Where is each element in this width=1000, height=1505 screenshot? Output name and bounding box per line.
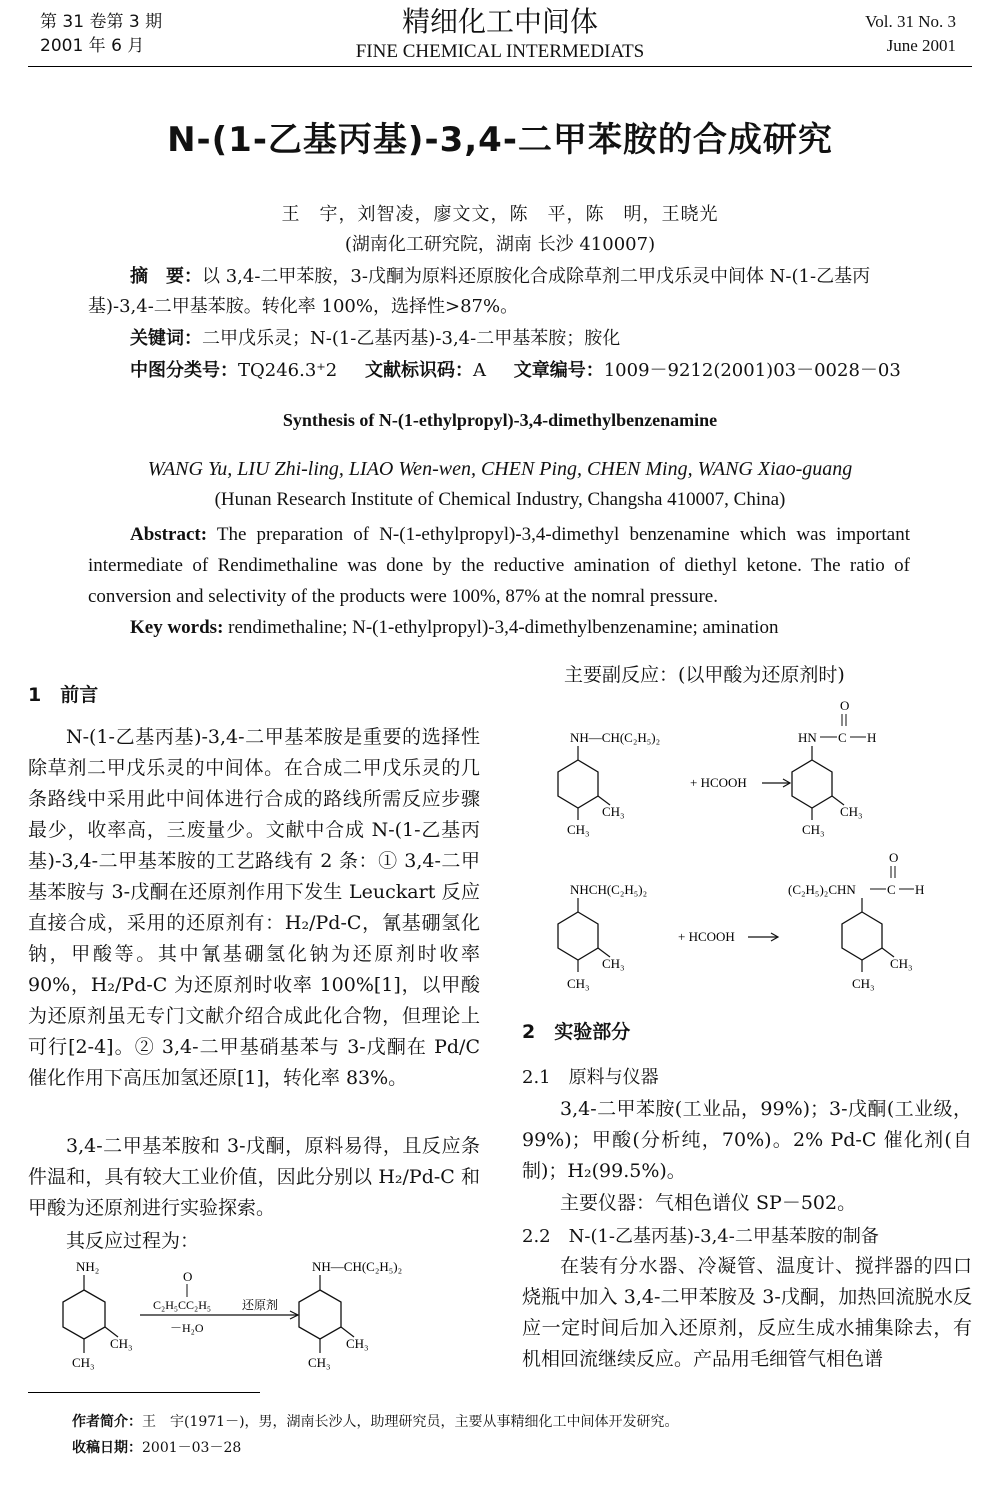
- section-1-paragraph-2: 3,4-二甲基苯胺和 3-戊酮，原料易得，且反应条件温和，具有较大工业价值，因此分别以 H₂/Pd-C 和甲酸为还原剂进行实验探索。: [28, 1135, 480, 1219]
- keywords-en-text: rendimethaline; N-(1-ethylpropyl)-3,4-dimethylbenzenamine; amination: [228, 617, 779, 638]
- class-value: TQ246.3⁺2: [238, 360, 338, 381]
- english-affiliation: (Hunan Research Institute of Chemical Industry, Changsha 410007, China): [214, 489, 786, 510]
- product-nh-label: NH—CH(C₂H₅)₂: [312, 1259, 403, 1274]
- footnote-rule: [28, 1392, 260, 1393]
- author-list: 王 宇，刘智凌，廖文文，陈 平，陈 明，王晓光: [281, 204, 719, 225]
- section-2-1-paragraph-2: 主要仪器：气相色谱仪 SP－502。: [560, 1192, 857, 1214]
- formic-acid-label: + HCOOH: [678, 929, 735, 944]
- methyl-label: CH₃: [890, 956, 913, 971]
- section-2-1-heading: 2.1 原料与仪器: [522, 1067, 659, 1088]
- english-title: Synthesis of N-(1-ethylpropyl)-3,4-dimethylbenzenamine: [282, 410, 718, 430]
- section-2-1-paragraph-1: 3,4-二甲苯胺(工业品，99%)；3-戊酮(工业级，99%)；甲酸(分析纯，70%)。2% Pd-C 催化剂(自制)；H₂(99.5%)。: [522, 1098, 972, 1182]
- methyl-label: CH₃: [602, 956, 625, 971]
- benzene-ring: [792, 760, 832, 808]
- author-note: [72, 1410, 679, 1434]
- formic-acid-label: + HCOOH: [690, 775, 747, 790]
- methyl-label: CH₃: [72, 1355, 95, 1370]
- side-reaction-scheme: [540, 692, 980, 1002]
- section-2-heading: 2 实验部分: [522, 1021, 631, 1043]
- abstract-cn: [88, 262, 910, 322]
- classification-line: [88, 356, 910, 386]
- received-date-text: 2001－03－28: [142, 1440, 242, 1456]
- issue-info-en: [865, 10, 956, 58]
- reactant-nh2-label: NH₂: [76, 1259, 100, 1274]
- class-label: 中图分类号：: [130, 360, 238, 381]
- methyl-label: CH₃: [567, 976, 590, 991]
- benzene-ring: [842, 912, 882, 960]
- diethylmethyl-n-label: (C₂H₅)₂CHN: [788, 882, 856, 897]
- author-note-label: 作者简介：: [72, 1414, 142, 1430]
- section-2-2-paragraph-1: 在装有分水器、冷凝管、温度计、搅拌器的四口烧瓶中加入 3,4-二甲苯胺及 3-戊酮，加热回流脱水反应一定时间后加入还原剂，反应生成水捕集除去，有机相回流继续反应。产品用毛细管气相色谱: [522, 1255, 972, 1370]
- main-reaction-scheme: [40, 1255, 480, 1380]
- carbon-label: C: [887, 882, 896, 897]
- side-reaction-title: 主要副反应：(以甲酸为还原剂时): [564, 664, 845, 686]
- reductant-label: 还原剂: [242, 1298, 279, 1312]
- methyl-label: CH₃: [308, 1355, 331, 1370]
- methyl-label: CH₃: [110, 1336, 133, 1351]
- benzene-ring-product: [299, 1290, 341, 1339]
- keywords-en-label: Key words:: [130, 617, 224, 638]
- received-date: [72, 1436, 241, 1460]
- carbon-label: C: [838, 730, 847, 745]
- doc-code-value: A: [472, 360, 486, 381]
- abstract-en: [88, 519, 910, 612]
- minus-water-label: －H₂O: [170, 1321, 204, 1335]
- english-authors: WANG Yu, LIU Zhi-ling, LIAO Wen-wen, CHEN Ping, CHEN Ming, WANG Xiao-guang: [147, 458, 853, 480]
- paper-title: N-(1-乙基丙基)-3,4-二甲苯胺的合成研究: [167, 120, 833, 160]
- carbonyl-oxygen-label: O: [889, 850, 899, 865]
- keywords-cn: [88, 324, 910, 354]
- hydrogen-label: H: [867, 730, 877, 745]
- date-cn: 2001 年 6 月: [40, 36, 145, 56]
- section-1-paragraph-3: 其反应过程为：: [66, 1230, 200, 1252]
- hydrogen-label: H: [915, 882, 925, 897]
- date-en: June 2001: [886, 36, 956, 55]
- keywords-cn-text: 二甲戊乐灵；N-(1-乙基丙基)-3,4-二甲基苯胺；胺化: [202, 328, 621, 349]
- received-date-label: 收稿日期：: [72, 1440, 142, 1456]
- abstract-cn-label: 摘 要：: [130, 266, 202, 287]
- article-no-label: 文章编号：: [513, 360, 604, 381]
- carbonyl-oxygen-label: O: [840, 698, 850, 713]
- methyl-label: CH₃: [346, 1336, 369, 1351]
- methyl-label: CH₃: [852, 976, 875, 991]
- issue-info-cn: [40, 10, 162, 58]
- abstract-en-label: Abstract:: [130, 524, 208, 545]
- methyl-label: CH₃: [840, 804, 863, 819]
- methyl-label: CH₃: [567, 822, 590, 837]
- reactant-nh-label: NH—CH(C₂H₅)₂: [570, 730, 661, 745]
- journal-name-en: FINE CHEMICAL INTERMEDIATS: [355, 41, 645, 62]
- ketone-reagent-label: C₂H₅CC₂H₅: [153, 1298, 212, 1312]
- section-2-2-heading: 2.2 N-(1-乙基丙基)-3,4-二甲基苯胺的制备: [522, 1226, 879, 1247]
- ketone-oxygen-label: O: [183, 1269, 193, 1284]
- methyl-label: CH₃: [602, 804, 625, 819]
- section-1-paragraph-1: N-(1-乙基丙基)-3,4-二甲基苯胺是重要的选择性除草剂二甲戊乐灵的中间体。在合成二甲戊乐灵的几条路线中采用此中间体进行合成的路线所需反应步骤最少，收率高，三废量少。文献中合成 N-(1-乙基丙基)-3,4-二甲基苯胺的工艺路线有 2 条：① 3,4-二甲基苯胺与 3-戊酮在还原剂作用下发生 Leuckart 反应直接合成，采用的还原剂有：H₂/Pd-C，氰基硼氢化钠，甲酸等。其中氰基硼氢化钠为还原剂时收率 90%，H₂/Pd-C 为还原剂时收率 100%[1]，以甲酸为还原剂虽无专门文献介绍合成此化合物，但理论上可行[2-4]。② 3,4-二甲基硝基苯与 3-戊酮在 Pd/C 催化作用下高压加氢还原[1]，转化率 83%。: [28, 726, 480, 1089]
- keywords-cn-label: 关键词：: [130, 328, 202, 349]
- abstract-en-text: The preparation of N-(1-ethylpropyl)-3,4-dimethyl benzenamine which was important intermediate of Rendimethaline was done by the reductive amination of diethyl ketone. The ratio of conversion and selectivity of the products were 100%, 87% at the nomral pressure.: [88, 524, 910, 607]
- journal-name-cn: 精细化工中间体: [401, 5, 598, 38]
- author-note-text: 王 宇(1971－)，男，湖南长沙人，助理研究员，主要从事精细化工中间体开发研究。: [142, 1414, 679, 1430]
- hn-label: HN: [798, 730, 817, 745]
- article-no-value: 1009－9212(2001)03－0028－03: [603, 360, 901, 381]
- benzene-ring: [558, 912, 598, 960]
- doc-code-label: 文献标识码：: [364, 360, 473, 381]
- benzene-ring: [558, 760, 598, 808]
- section-1-heading: 1 前言: [28, 684, 99, 706]
- volume-cn: 第 31 卷第 3 期: [40, 12, 163, 32]
- keywords-en: [88, 612, 910, 643]
- benzene-ring-reactant: [63, 1290, 105, 1339]
- reactant-nhch-label: NHCH(C₂H₅)₂: [570, 882, 648, 897]
- abstract-cn-text: 以 3,4-二甲苯胺，3-戊酮为原料还原胺化合成除草剂二甲戊乐灵中间体 N-(1-乙基丙基)-3,4-二甲基苯胺。转化率 100%，选择性>87%。: [88, 266, 871, 317]
- journal-name: [300, 4, 700, 64]
- volume-en: Vol. 31 No. 3: [865, 12, 956, 31]
- methyl-label: CH₃: [802, 822, 825, 837]
- header-rule: [28, 66, 972, 67]
- affiliation: (湖南化工研究院，湖南 长沙 410007): [344, 234, 656, 255]
